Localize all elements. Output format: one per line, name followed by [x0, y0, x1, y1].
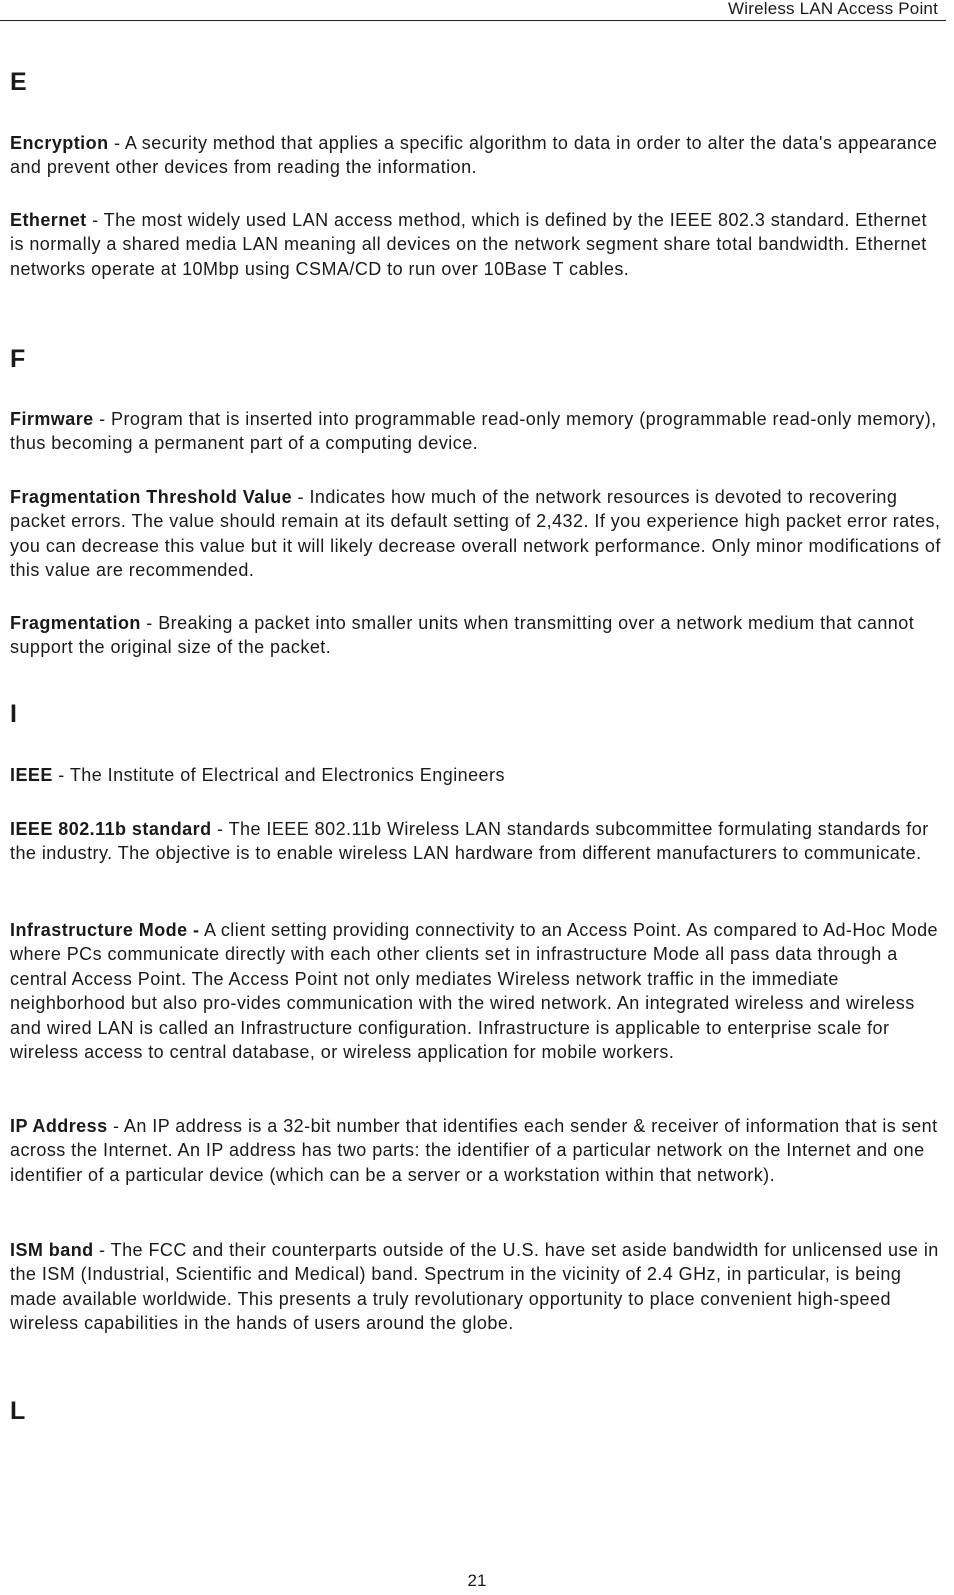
- glossary-entry-ethernet: [10, 208, 945, 281]
- glossary-term: IEEE 802.11b standard: [10, 819, 212, 839]
- glossary-definition: The FCC and their counterparts outside of the U.S. have set aside bandwidth for unlicensed use in the ISM (Industrial, Scientific and Medical) band. Spectrum in the vicinity of 2.4 GHz, in particular, is being made available worldwide. This presents a truly revolutionary opportunity to place convenient high-speed wireless capabilities in the hands of users around the globe.: [10, 1240, 939, 1334]
- glossary-entry-encryption: [10, 131, 945, 180]
- glossary-entry-fragmentation-threshold: [10, 485, 945, 583]
- term-separator: -: [93, 409, 111, 429]
- glossary-entry-ieee: [10, 763, 945, 787]
- document-title: Wireless LAN Access Point: [727, 0, 938, 18]
- glossary-definition: The IEEE 802.11b Wireless LAN standards subcommittee formulating standards for the industry. The objective is to enable wireless LAN hardware from different manufacturers to communicate.: [10, 819, 929, 864]
- term-separator: -: [107, 1116, 124, 1136]
- term-separator: -: [52, 765, 70, 785]
- glossary-entry-fragmentation: [10, 611, 945, 660]
- glossary-term: Fragmentation: [10, 613, 141, 633]
- glossary-term: Infrastructure Mode -: [10, 920, 200, 940]
- section-letter-l: L: [10, 1397, 26, 1425]
- glossary-definition: The Institute of Electrical and Electronics Engineers: [69, 765, 505, 785]
- section-letter-f: F: [10, 345, 26, 373]
- glossary-definition: A client setting providing connectivity to an Access Point. As compared to Ad-Hoc Mode where PCs communicate directly with each other clients set in infrastructure Mode all pass data through a central Access Point. The Access Point not only mediates Wireless network traffic in the immediate neighborhood but also pro-vides communication with the wired network. An integrated wireless and wireless and wired LAN is called an Infrastructure configuration. Infrastructure is applicable to enterprise scale for wireless access to central database, or wireless application for mobile workers.: [10, 920, 939, 1063]
- term-separator: -: [211, 819, 229, 839]
- glossary-definition: A security method that applies a specific algorithm to data in order to alter the data's appearance and prevent other devices from reading the information.: [10, 133, 938, 178]
- glossary-term: Ethernet: [10, 210, 87, 230]
- glossary-definition: Program that is inserted into programmable read-only memory (programmable read-only memory), thus becoming a permanent part of a computing device.: [10, 409, 937, 454]
- term-separator: -: [108, 133, 125, 153]
- glossary-term: Encryption: [10, 133, 109, 153]
- glossary-entry-ism-band: [10, 1238, 945, 1336]
- glossary-definition: Indicates how much of the network resources is devoted to recovering packet errors. The value should remain at its default setting of 2,432. If you experience high packet error rates, you can decrease this value but it will likely decrease overall network performance. Only minor modifications of this value are recommended.: [10, 487, 941, 581]
- glossary-term: IEEE: [10, 765, 53, 785]
- page-header: [0, 0, 946, 21]
- section-letter-i: I: [10, 700, 17, 728]
- page-number: 21: [467, 1571, 487, 1590]
- glossary-entry-ip-address: [10, 1114, 945, 1187]
- term-separator: -: [140, 613, 159, 633]
- term-separator: -: [93, 1240, 111, 1260]
- glossary-entry-infrastructure-mode: [10, 918, 945, 1064]
- glossary-term: Fragmentation Threshold Value: [10, 487, 293, 507]
- glossary-definition: An IP address is a 32-bit number that identifies each sender & receiver of information that is sent across the Internet. An IP address has two parts: the identifier of a particular network on the Internet and one identifier of a particular device (which can be a server or a workstation within that network).: [10, 1116, 938, 1185]
- section-letter-e: E: [10, 68, 27, 96]
- term-separator: -: [86, 210, 104, 230]
- glossary-term: IP Address: [10, 1116, 108, 1136]
- glossary-term: ISM band: [10, 1240, 94, 1260]
- glossary-entry-ieee-80211b: [10, 817, 945, 866]
- glossary-term: Firmware: [10, 409, 94, 429]
- glossary-definition: The most widely used LAN access method, which is defined by the IEEE 802.3 standard. Ethernet is normally a shared media LAN meaning all devices on the network segment share total bandwidth. Ethernet networks operate at 10Mbp using CSMA/CD to run over 10Base T cables.: [10, 210, 927, 279]
- glossary-entry-firmware: [10, 407, 945, 456]
- glossary-definition: Breaking a packet into smaller units when transmitting over a network medium that cannot support the original size of the packet.: [10, 613, 915, 658]
- term-separator: -: [292, 487, 310, 507]
